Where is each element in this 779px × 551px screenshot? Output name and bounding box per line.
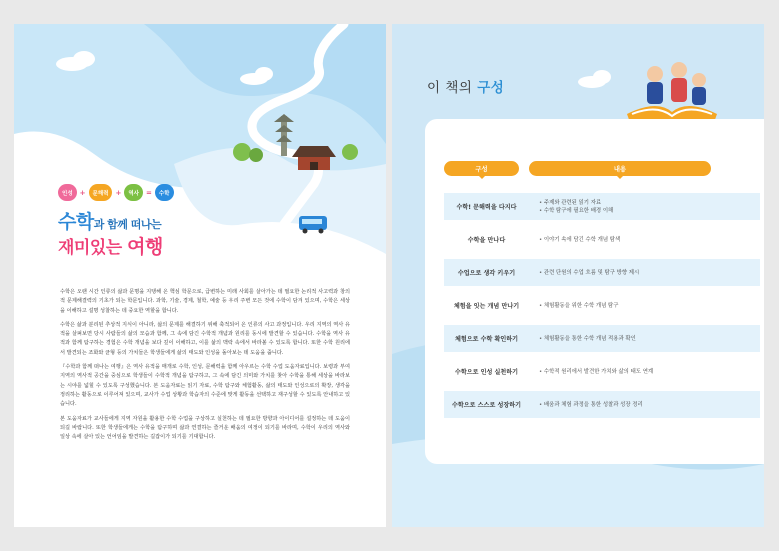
row-bullet: • 관련 단원의 수업 흐름 및 탐구 방향 제시 — [539, 269, 760, 277]
book-title-line2 — [58, 236, 174, 259]
book-title-rest: 과 함께 떠나는 — [93, 218, 162, 231]
bus-icon — [299, 216, 327, 234]
introduction-text — [60, 288, 350, 447]
contents-table — [444, 193, 760, 424]
plus-sign: + — [79, 188, 86, 197]
intro-paragraph: 수학은 삶과 분리된 추상적 지식이 아니라, 삶의 문제를 해결하기 위해 축적되어 온 인류의 사고 과정입니다. 우리 지역의 역사 유적을 살펴보면 당시 사람들의 삶의 모습과 함께, 그 속에 담긴 수학적 개념과 원리를 동시에 발견할 수 있습니다. 수학을 역사 유적과 함께 탐구하는 경험은 수학 개념을 보다 깊이 이해하고, 이를 삶의 맥락 속에서 바라볼 수 있도록 합니다. 또한 수학 원리에서 발견되는 조화와 균형 등의 가치들은 학생들에게 삶의 태도와 인성을 돌아보는 데 도움을 줍니다. — [60, 321, 350, 356]
row-title: 수학으로 인성 실천하기 — [454, 369, 519, 376]
equals-sign: = — [145, 188, 152, 197]
tag-literacy: 문해력 — [89, 184, 113, 201]
row-content — [529, 335, 760, 343]
table-header — [444, 161, 711, 176]
page-title-prefix: 이 책의 — [427, 80, 478, 96]
intro-paragraph: 『수학과 함께 떠나는 여행』은 역사 유적을 매개로 수학, 인성, 문해력을 함께 아우르는 수학 수업 도움자료입니다. 보령과 부여 지역의 역사적 공간을 중심으로 학생들이 수학적 개념을 탐구하고, 그 속에 담긴 의미와 가치를 찾아 수학을 통해 세상을 바라보는 시야를 넓힐 수 있도록 구성했습니다. 본 도움자료는 읽기 자료, 수학 탐구와 체험활동, 삶의 태도와 인성으로의 확장, 생각을 정리하는 활동으로 이루어져 있으며, 교사가 수업 상황과 학습자의 수준에 맞게 활동을 선택하고 재구성할 수 있도록 안내하고 있습니다. — [60, 364, 350, 408]
book-logo — [58, 184, 174, 259]
row-title: 수학! 문해력을 다지다 — [456, 204, 517, 211]
tag-history: 역사 — [124, 184, 143, 201]
header-composition: 구성 — [444, 161, 519, 176]
row-title: 수학으로 스스로 성장하기 — [452, 402, 521, 409]
table-row — [444, 193, 760, 220]
table-row — [444, 358, 760, 385]
book-title-main: 수학 — [58, 211, 94, 233]
plus-sign: + — [115, 188, 122, 197]
header-content: 내용 — [529, 161, 711, 176]
table-row — [444, 292, 760, 319]
subject-tags — [58, 184, 174, 201]
tag-math: 수학 — [155, 184, 174, 201]
page-title-accent: 구성 — [477, 80, 505, 96]
row-title: 수학을 만나다 — [467, 237, 506, 244]
right-page — [392, 24, 764, 527]
row-content — [529, 302, 760, 310]
left-page — [14, 24, 386, 527]
page-title — [427, 76, 504, 96]
row-bullet: • 수학 탐구에 필요한 배경 이해 — [539, 207, 760, 215]
row-title: 수업으로 생각 키우기 — [457, 270, 516, 277]
book-title-trip: 여행 — [127, 236, 163, 258]
row-bullet: • 배움과 체험 과정을 통한 성찰과 성장 정리 — [539, 401, 760, 409]
row-bullet: • 주제와 관련된 읽기 자료 — [539, 199, 760, 207]
row-title: 체험을 잇는 개념 만나기 — [453, 303, 520, 310]
table-row — [444, 226, 760, 253]
gate-icon — [292, 146, 336, 170]
book-title-line1 — [58, 211, 174, 236]
intro-paragraph: 수학은 오랜 시간 인류의 삶과 문명을 지탱해 온 핵심 학문으로, 급변하는 미래 사회를 살아가는 데 필요한 논리적 사고력과 창의적 문제해결력의 기초가 되는 학문입니다. 과학, 기술, 경제, 철학, 예술 등 우리 주변 모든 것에 수학이 담겨 있으며, 수학은 세상을 이해하고 설명 성찰하는 데 중요한 역할을 합니다. — [60, 289, 350, 314]
row-content — [529, 401, 760, 409]
book-title-fun: 재미있는 — [58, 238, 128, 258]
row-content — [529, 199, 760, 215]
row-content — [529, 269, 760, 277]
cloud-icon — [578, 70, 611, 88]
row-bullet: • 수학적 원리에서 발견한 가치와 삶의 태도 연계 — [539, 368, 760, 376]
table-row — [444, 391, 760, 418]
row-bullet: • 체험활동을 위한 수학 개념 탐구 — [539, 302, 760, 310]
row-bullet: • 체험활동을 통한 수학 개념 적용과 확인 — [539, 335, 760, 343]
row-bullet: • 이야기 속에 담긴 수학 개념 탐색 — [539, 236, 760, 244]
table-row — [444, 325, 760, 352]
intro-paragraph: 본 도움자료가 교사들에게 지역 자원을 활용한 수학 수업을 구상하고 실천하는 데 필요한 방향과 아이디어를 설정하는 데 도움이 되길 바랍니다. 또한 학생들에게는 수학을 탐구하며 삶과 연결하는 즐거운 배움의 여정이 되기를 바라며, 수학이 우리의 역사와 일상 속에 살아 있는 언어임을 발견하는 길잡이가 되기를 기대합니다. — [60, 415, 350, 441]
row-content — [529, 368, 760, 376]
table-row — [444, 259, 760, 286]
row-title: 체험으로 수학 확인하기 — [454, 336, 519, 343]
row-content — [529, 236, 760, 244]
tag-character: 인성 — [58, 184, 77, 201]
